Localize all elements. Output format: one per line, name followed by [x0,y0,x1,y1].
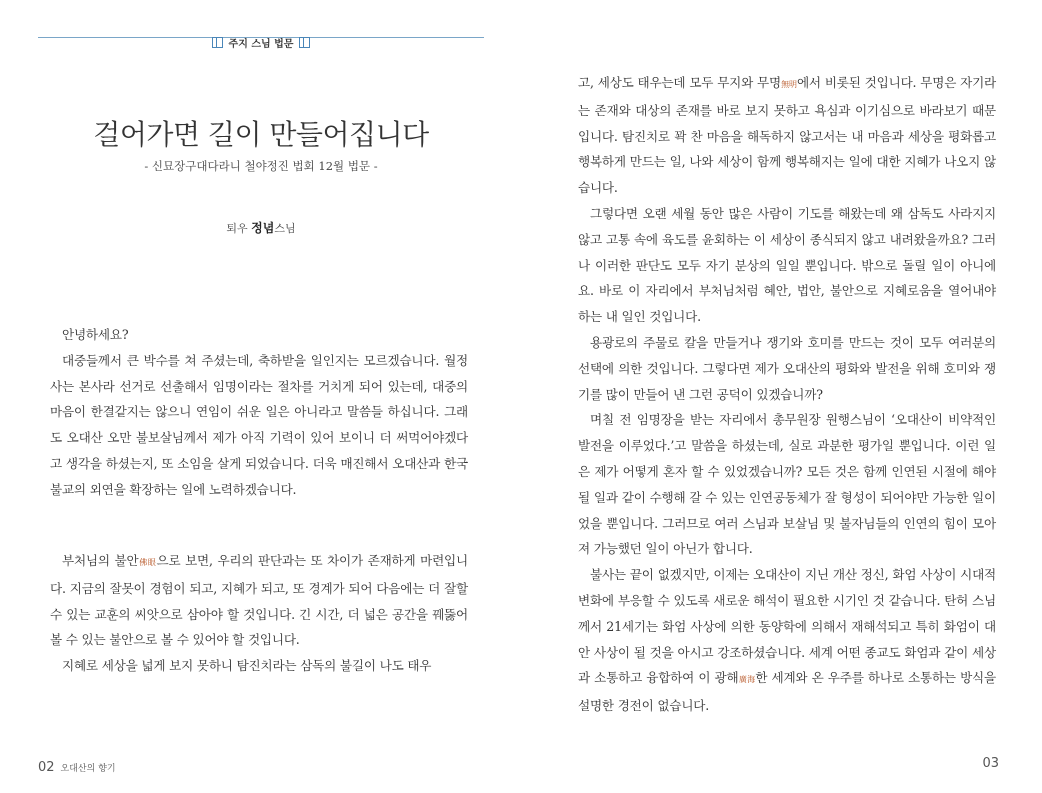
paragraph [578,70,996,201]
article-subtitle: - 신묘장구대다라니 철야정진 법회 12월 법문 - [144,159,378,173]
article-title: 걸어가면 길이 만들어집니다 [93,118,429,151]
ornament-icon [212,37,223,48]
paragraph-text: 고, 세상도 태우는데 모두 무지와 무명 [578,75,781,90]
section-label: 주지 스님 법문 [228,39,294,50]
paragraph-text: 부처님의 불안 [62,553,139,568]
body-block [50,322,468,503]
author-suffix: 스님 [274,222,296,235]
paragraph-text: 불사는 끝이 없겠지만, 이제는 오대산이 지닌 개산 정신, 화엄 사상이 시대적 변화에 부응할 수 있도록 새로운 해석이 필요한 시기인 것 같습니다. 탄허 스님께서 21세기는 화엄 사상에 의한 동양학에 의해서 재해석되고 특히 화엄이 대안 사상이 될 것을 아시고 강조하셨습니다. 세계 어떤 종교도 화엄과 같이 세상과 소통하고 융합하여 이 광해 [578,567,996,686]
body-block [50,548,468,679]
paragraph: 안녕하세요? [62,327,129,342]
page-number: 03 [982,756,999,771]
paragraph: 그렇다면 오랜 세월 동안 많은 사람이 기도를 해왔는데 왜 삼독도 사라지지 않고 고통 속에 육도를 윤회하는 이 세상이 종식되지 않고 내려왔을까요? 그러나 이러한 판단도 모두 자기 분상의 일일 뿐입니다. 밖으로 돌릴 일이 아니에요. 바로 이 자리에서 부처님처럼 혜안, 법안, 불안으로 지혜로움을 열어내야 하는 내 일인 것입니다. [578,205,996,325]
ornament-icon [299,37,310,48]
section-header [0,35,522,50]
paragraph-text: 으로 보면, 우리의 판단과는 또 차이가 존재하게 마련입니다. 지금의 잘못이 경험이 되고, 지혜가 되고, 또 경계가 되어 다음에는 더 잘할 수 있는 교훈의 씨앗으로 삼아야 할 것입니다. 긴 시간, 더 넓은 공간을 꿰뚫어 볼 수 있는 불안으로 볼 수 있어야 할 것입니다. [50,553,468,648]
page-number: 02 [38,760,55,775]
paragraph: 지혜로 세상을 넓게 보지 못하니 탐진치라는 삼독의 불길이 나도 태우 [62,658,432,674]
paragraph [50,548,468,653]
hanja-annotation: 廣海 [738,675,756,685]
magazine-name: 오대산의 향기 [60,764,116,774]
paragraph-text: 한 세계와 온 우주를 하나로 소통하는 방식을 설명한 경전이 없습니다. [578,670,996,714]
footer-left [38,756,116,775]
paragraph: 용광로의 주물로 칼을 만들거나 쟁기와 호미를 만드는 것이 모두 여러분의 선택에 의한 것입니다. 그렇다면 제가 오대산의 평화와 발전을 위해 호미와 쟁기를 많이 만들어 낸 그런 공덕이 있겠습니까? [578,334,996,402]
paragraph [578,562,996,719]
body-block [578,70,996,719]
hanja-annotation: 佛眼 [138,558,157,567]
paragraph: 며칠 전 임명장을 받는 자리에서 총무원장 원행스님이 ‘오대산이 비약적인 발전을 이루었다.’고 말씀을 하셨는데, 실로 과분한 평가일 뿐입니다. 이런 일은 제가 어떻게 혼자 할 수 있었겠습니까? 모든 것은 함께 인연된 시절에 해야 될 일과 같이 수행해 갈 수 있는 인연공동체가 잘 형성이 되어야만 가능한 일이었을 뿐입니다. 그러므로 여러 스님과 보살님 및 불자님들의 인연의 힘이 모아져 가능했던 일이 아닌가 합니다. [578,412,996,557]
author-line [0,219,522,236]
paragraph: 대중들께서 큰 박수를 쳐 주셨는데, 축하받을 일인지는 모르겠습니다. 월정사는 본사라 선거로 선출해서 임명이라는 절차를 거치게 되어 있는데, 대중의 마음이 한결같지는 않으니 연임이 쉬운 일은 아니라고 말씀들 하십니다. 그래도 오대산 오만 불보살님께서 제가 아직 기력이 있어 보이니 더 써먹어야겠다고 생각을 하셨는지, 또 소임을 살게 되었습니다. 더욱 매진해서 오대산과 한국불교의 외연을 확장하는 일에 노력하겠습니다. [50,352,468,497]
paragraph-text: 에서 비롯된 것입니다. 무명은 자기라는 존재와 대상의 존재를 바로 보지 못하고 욕심과 이기심으로 바라보기 때문입니다. 탐진치로 꽉 찬 마음을 해독하지 않고서는 내 마음과 세상을 평화롭고 행복하게 만드는 일, 나와 세상이 함께 행복해지는 일에 대한 지혜가 나오지 않습니다. [578,75,996,196]
author-prefix: 퇴우 [226,222,248,235]
right-page [521,0,1042,793]
hanja-annotation: 無明 [780,80,797,89]
author-name: 정념 [251,221,275,235]
